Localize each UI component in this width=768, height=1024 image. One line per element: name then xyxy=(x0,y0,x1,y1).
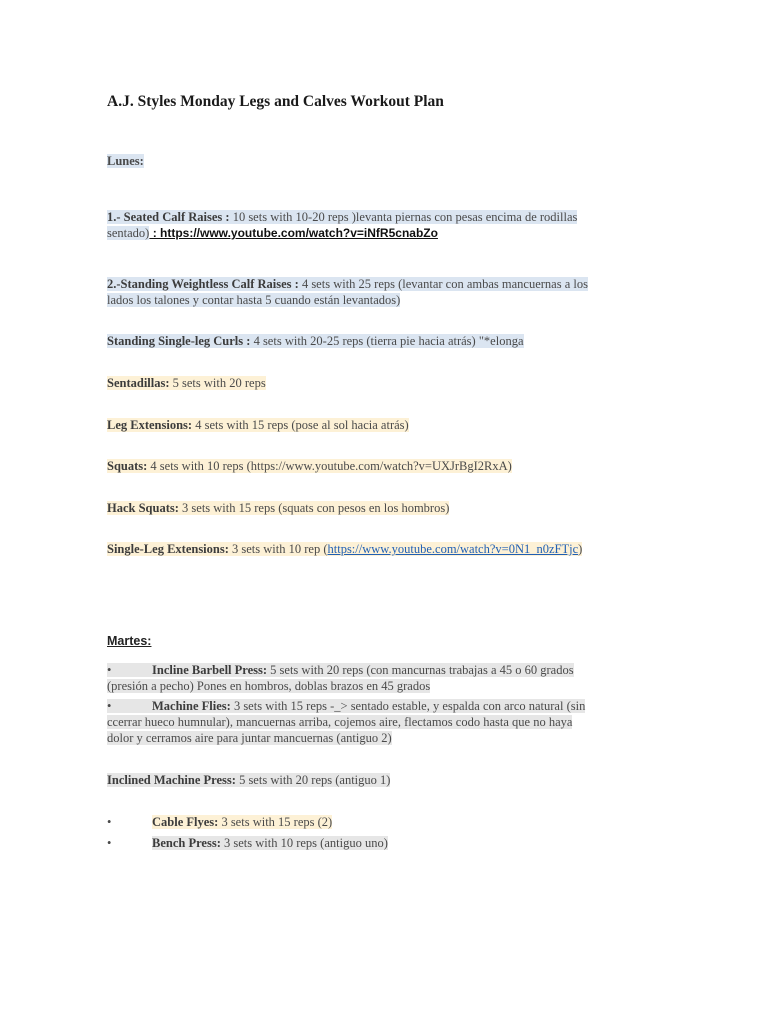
exercise-seated-calf-raises xyxy=(107,209,652,241)
exercise-label: Hack Squats: xyxy=(107,501,179,515)
list-item-machine-flies xyxy=(107,698,652,746)
exercise-detail: 3 sets with 10 rep ( xyxy=(228,542,328,556)
youtube-link[interactable]: https://www.youtube.com/watch?v=0N1_n0zFTjc xyxy=(327,542,579,556)
exercise-label: Squats: xyxy=(107,459,148,473)
exercise-standing-single-leg-curls xyxy=(107,333,652,349)
exercise-detail-cont: ccerrar hueco humnular), mancuernas arriba, cojemos aire, flectamos codo hasta que no haya xyxy=(107,715,573,729)
exercise-detail-cont: lados los talones y contar hasta 5 cuando están levantados) xyxy=(107,293,401,307)
exercise-detail-cont: sentado) xyxy=(107,226,150,240)
exercise-label: Single-Leg Extensions: xyxy=(107,542,229,556)
exercise-hack-squats xyxy=(107,500,652,516)
exercise-detail: 4 sets with 25 reps (levantar con ambas mancuernas a los xyxy=(298,277,588,291)
exercise-standing-weightless-calf-raises xyxy=(107,276,652,308)
exercise-detail: 10 sets with 10-20 reps )levanta piernas con pesas encima de rodillas xyxy=(229,210,578,224)
day-heading-lunes: Lunes: xyxy=(107,154,144,168)
list-item-cable-flyes xyxy=(107,814,652,830)
exercise-label: Sentadillas: xyxy=(107,376,170,390)
exercise-detail: 4 sets with 15 reps (pose al sol hacia atrás) xyxy=(192,418,409,432)
exercise-label: Incline Barbell Press: xyxy=(152,663,268,677)
bullet-icon: • xyxy=(107,699,112,713)
exercise-label: Bench Press: xyxy=(152,836,221,850)
exercise-detail: 5 sets with 20 reps (antiguo 1) xyxy=(235,773,391,787)
exercise-detail: 5 sets with 20 reps (con mancurnas trabajas a 45 o 60 grados xyxy=(267,663,574,677)
exercise-label: Machine Flies: xyxy=(152,699,231,713)
exercise-detail-cont: (presión a pecho) Pones en hombros, doblas brazos en 45 grados xyxy=(107,679,431,693)
exercise-detail: 3 sets with 10 reps (antiguo uno) xyxy=(220,836,388,850)
exercise-detail-cont: dolor y cerramos aire para juntar mancuernas (antiguo 2) xyxy=(107,731,392,745)
exercise-label: Leg Extensions: xyxy=(107,418,193,432)
bullet-icon: • xyxy=(107,815,112,829)
exercise-label: 1.- Seated Calf Raises : xyxy=(107,210,230,224)
exercise-inclined-machine-press xyxy=(107,772,652,788)
exercise-squats xyxy=(107,458,652,474)
exercise-label: Inclined Machine Press: xyxy=(107,773,236,787)
exercise-label: 2.-Standing Weightless Calf Raises : xyxy=(107,277,299,291)
exercise-label: Standing Single-leg Curls : xyxy=(107,334,251,348)
exercise-detail: 3 sets with 15 reps (squats con pesos en los hombros) xyxy=(178,501,450,515)
exercise-label: Cable Flyes: xyxy=(152,815,219,829)
exercise-leg-extensions xyxy=(107,417,652,433)
exercise-detail: 4 sets with 10 reps (https://www.youtube.com/watch?v=UXJrBgI2RxA) xyxy=(147,459,512,473)
youtube-link[interactable]: : https://www.youtube.com/watch?v=iNfR5cnabZo xyxy=(149,226,438,240)
exercise-detail: 5 sets with 20 reps xyxy=(169,376,266,390)
exercise-detail: 4 sets with 20-25 reps (tierra pie hacia atrás) "*elonga xyxy=(250,334,524,348)
list-item-bench-press xyxy=(107,835,652,851)
exercise-single-leg-extensions: Single-Leg Extensions: 3 sets with 10 rep (https://www.youtube.com/watch?v=0N1_n0zFTjc) xyxy=(107,542,583,556)
page-title: A.J. Styles Monday Legs and Calves Workout Plan xyxy=(107,93,444,110)
exercise-detail: 3 sets with 15 reps -_> sentado estable, y espalda con arco natural (sin xyxy=(230,699,586,713)
bullet-icon: • xyxy=(107,836,112,850)
list-item-incline-barbell-press xyxy=(107,662,652,694)
exercise-detail: 3 sets with 15 reps (2) xyxy=(218,815,333,829)
bullet-icon: • xyxy=(107,663,112,677)
day-heading-martes: Martes: xyxy=(107,634,152,648)
exercise-sentadillas xyxy=(107,375,652,391)
